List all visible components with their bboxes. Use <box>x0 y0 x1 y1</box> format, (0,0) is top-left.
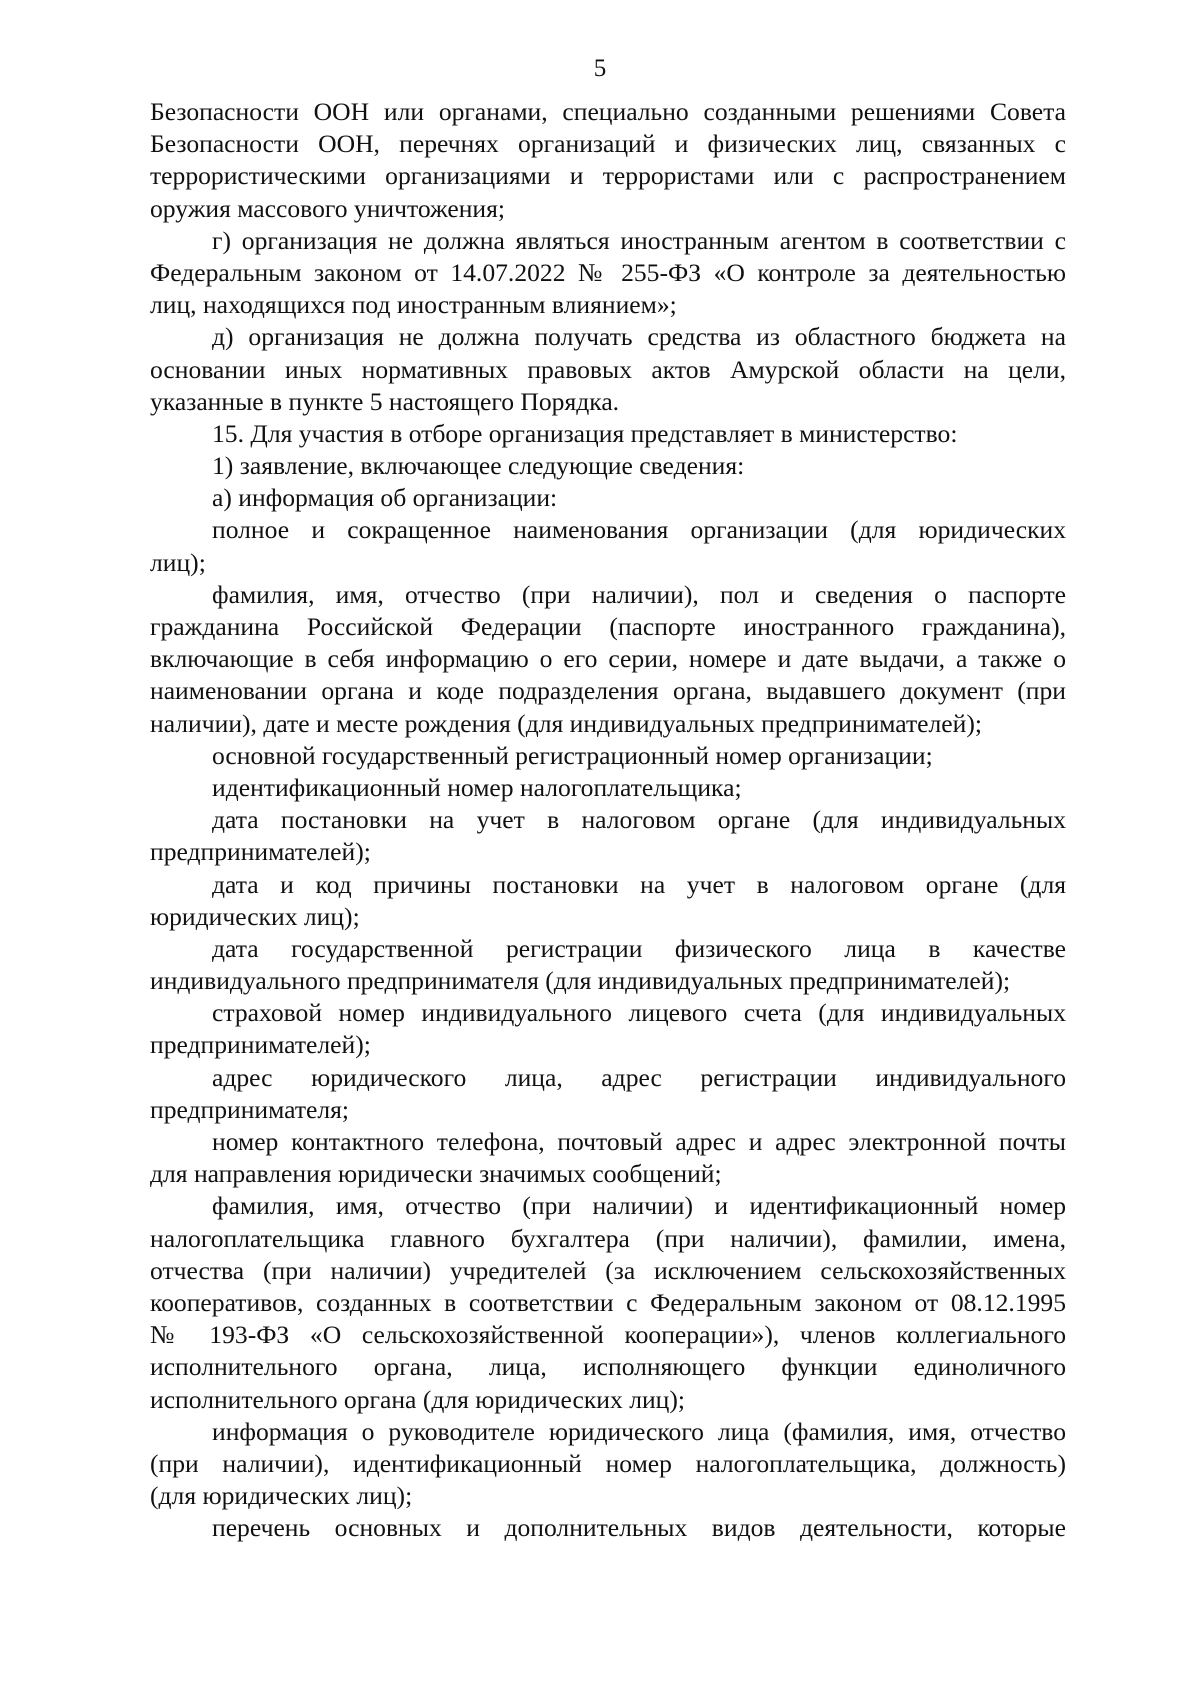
text-line: оружия массового уничтожения; <box>150 193 505 223</box>
text-line: а) информация об организации: <box>212 483 558 513</box>
text-line: информация о руководителе юридического лица (фамилия, имя, отчество <box>212 1416 1066 1446</box>
text-line: полное и сокращенное наименования организации (для юридических <box>212 515 1066 545</box>
text-line: № 193-ФЗ «О сельскохозяйственной кооперации»), членов коллегиального <box>150 1320 1066 1350</box>
text-line: включающие в себя информацию о его серии, номере и дате выдачи, а также о <box>150 644 1066 674</box>
text-line: отчества (при наличии) учредителей (за исключением сельскохозяйственных <box>150 1255 1066 1285</box>
text-line: 15. Для участия в отборе организация представляет в министерство: <box>212 418 958 448</box>
text-line: (для юридических лиц); <box>150 1481 413 1511</box>
text-line: дата постановки на учет в налоговом органе (для индивидуальных <box>212 805 1066 835</box>
text-line: наименовании органа и коде подразделения органа, выдавшего документ (при <box>150 676 1066 706</box>
text-line: лиц); <box>150 547 206 577</box>
text-line: основной государственный регистрационный номер организации; <box>212 740 933 770</box>
text-line: страховой номер индивидуального лицевого счета (для индивидуальных <box>212 998 1066 1028</box>
text-line: фамилия, имя, отчество (при наличии) и идентификационный номер <box>212 1191 1066 1221</box>
text-line: идентификационный номер налогоплательщика; <box>212 772 742 802</box>
text-line: г) организация не должна являться иностранным агентом в соответствии с <box>212 225 1066 255</box>
text-line: наличии), дате и месте рождения (для индивидуальных предпринимателей); <box>150 708 982 738</box>
text-line: фамилия, имя, отчество (при наличии), пол и сведения о паспорте <box>212 579 1066 609</box>
text-line: перечень основных и дополнительных видов деятельности, которые <box>212 1513 1066 1543</box>
text-line: основании иных нормативных правовых актов Амурской области на цели, <box>150 354 1066 384</box>
document-body <box>150 96 1066 1544</box>
text-line: гражданина Российской Федерации (паспорте иностранного гражданина), <box>150 612 1066 641</box>
text-line: (при наличии), идентификационный номер налогоплательщика, должность) <box>150 1448 1066 1478</box>
text-line: индивидуального предпринимателя (для индивидуальных предпринимателей); <box>150 966 1011 996</box>
text-line: лиц, находящихся под иностранным влиянием»; <box>150 290 677 320</box>
text-line: предпринимателей); <box>150 1030 371 1060</box>
text-line: Безопасности ООН, перечнях организаций и физических лиц, связанных с <box>150 129 1066 159</box>
text-line: предпринимателей); <box>150 837 371 867</box>
text-line: адрес юридического лица, адрес регистрации индивидуального <box>212 1062 1066 1092</box>
text-line: Федеральным законом от 14.07.2022 № 255-ФЗ «О контроле за деятельностью <box>150 257 1066 287</box>
text-line: юридических лиц); <box>150 901 360 931</box>
text-line: исполнительного органа (для юридических лиц); <box>150 1384 685 1414</box>
text-line: исполнительного органа, лица, исполняющего функции единоличного <box>150 1352 1066 1382</box>
text-line: предпринимателя; <box>150 1094 350 1124</box>
text-line: кооперативов, созданных в соответствии с Федеральным законом от 08.12.1995 <box>150 1287 1066 1317</box>
text-line: 1) заявление, включающее следующие сведения: <box>212 451 745 481</box>
text-line: для направления юридически значимых сообщений; <box>150 1159 722 1189</box>
page-number: 5 <box>593 55 607 82</box>
text-line: указанные в пункте 5 настоящего Порядка. <box>150 386 620 416</box>
text-line: дата и код причины постановки на учет в налоговом органе (для <box>212 869 1066 899</box>
text-line: д) организация не должна получать средства из областного бюджета на <box>212 322 1066 352</box>
text-line: налогоплательщика главного бухгалтера (при наличии), фамилии, имена, <box>150 1223 1066 1253</box>
text-line: дата государственной регистрации физического лица в качестве <box>212 933 1066 963</box>
text-line: террористическими организациями и террористами или с распространением <box>150 161 1066 191</box>
text-line: Безопасности ООН или органами, специально созданными решениями Совета <box>150 97 1066 126</box>
text-line: номер контактного телефона, почтовый адрес и адрес электронной почты <box>212 1127 1066 1156</box>
